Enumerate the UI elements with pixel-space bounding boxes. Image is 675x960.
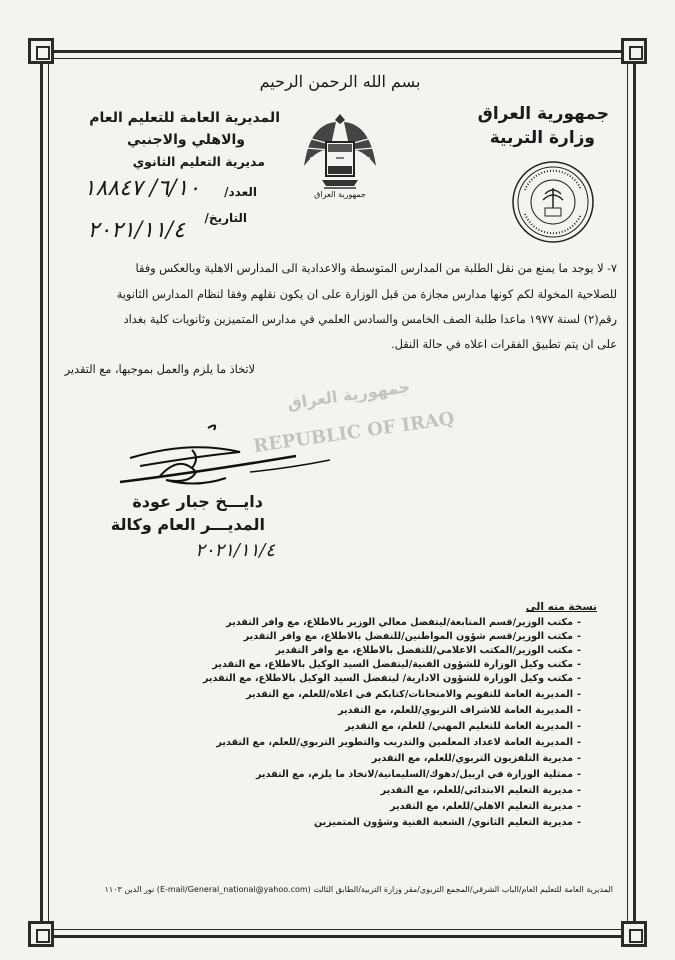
stamp-text-arabic: جمهورية العراق — [286, 376, 412, 413]
border-corner-bottom-right — [621, 921, 647, 947]
body-line-4: على ان يتم تطبيق الفقرات اعلاه في حالة النقل. — [391, 338, 617, 351]
date-label: التاريخ/ — [204, 211, 247, 225]
ministry-seal-icon — [511, 160, 595, 244]
border-corner-top-right — [621, 38, 647, 64]
cc-item: -المديرية العامة للتقويم والامتحانات/كتابكم في اعلاه/للعلم، مع التقدير — [246, 689, 581, 700]
header-directorate-general-2: والاهلي والاجنبي — [127, 132, 245, 148]
header-ministry: وزارة التربية — [489, 128, 595, 148]
cc-item: -المديرية العامة لاعداد المعلمين والتدريب والتطوير التربوي/للعلم، مع التقدير — [216, 737, 581, 748]
footer-address: المديرية العامة للتعليم العام/الباب الشرقي/المجمع التربوي/مقر وزارة التربية/الطابق الثالث (E-mail/General_national@yahoo.com) نور الدين ١١٠٣ — [104, 885, 613, 894]
header-directorate: مديرية التعليم الثانوي — [132, 154, 265, 169]
cc-item: -مكتب وكيل الوزارة للشؤون الادارية/ ليتفضل السيد الوكيل بالاطلاع، مع التقدير — [202, 673, 581, 684]
date-value: ٢٠٢١/١١/٤ — [87, 218, 185, 243]
cc-item: -ممثلية الوزارة في اربيل/دهوك/السليمانية/لاتخاذ ما يلزم، مع التقدير — [255, 769, 581, 780]
cc-item: -مديرية التعليم الثانوي/ الشعبة الفنية وشؤون المتميزين — [313, 817, 581, 828]
cc-item: -مكتب الوزير/قسم شؤون المواطنين/للتفضل بالاطلاع، مع وافر التقدير — [243, 631, 581, 642]
body-line-1: ٧- لا يوجد ما يمنع من نقل الطلبة من المدارس المتوسطة والاعدادية الى المدارس الاهلية وبالعكس وفقا — [135, 262, 617, 275]
header-directorate-general: المديرية العامة للتعليم العام — [89, 110, 280, 126]
header-country: جمهورية العراق — [477, 104, 609, 124]
body-closing: لاتخاذ ما يلزم والعمل بموجبها، مع التقدير — [64, 363, 255, 376]
cc-item: -المديرية العامة للتعليم المهني/ للعلم، مع التقدير — [345, 721, 581, 732]
cc-item: -مديرية التعليم الابتدائي/للعلم، مع التقدير — [380, 785, 581, 796]
body-line-2: للصلاحية المخولة لكم كونها مدارس مجازة من قبل الوزارة على ان يكون نقلهم وفقا لنظام المدارس الثانوية — [116, 288, 617, 301]
cc-item: -مكتب الوزير/قسم المتابعة/ليتفضل معالي الوزير بالاطلاع، مع وافر التقدير — [226, 617, 581, 628]
signatory-name: دايـــخ جبار عودة — [132, 492, 263, 511]
border-corner-top-left — [28, 38, 54, 64]
stamp-text-english: REPUBLIC OF IRAQ — [252, 408, 456, 458]
border-corner-bottom-left — [28, 921, 54, 947]
number-label: العدد/ — [224, 185, 257, 199]
number-value: ٦/١٠/ ١٨٨٤٧ — [83, 176, 200, 201]
cc-item: -مديرية التلفزيون التربوي/للعلم، مع التقدير — [371, 753, 581, 764]
cc-item: -مكتب الوزير/المكتب الاعلامي/للتفضل بالاطلاع، مع وافر التقدير — [275, 645, 581, 656]
cc-item: -مكتب وكيل الوزارة للشؤون الفنية/ليتفضل السيد الوكيل بالاطلاع، مع التقدير — [212, 659, 581, 670]
basmala: بسم الله الرحمن الرحيم — [259, 72, 421, 91]
signatory-title: المديـــر العام وكالة — [110, 515, 265, 534]
cc-item: -المديرية العامة للاشراف التربوي/للعلم، مع التقدير — [338, 705, 581, 716]
cc-title: نسخة منه الى — [525, 601, 597, 613]
cc-item: -مديرية التعليم الاهلي/للعلم، مع التقدير — [390, 801, 581, 812]
emblem-label: جمهورية العراق — [314, 190, 366, 199]
signature-date: ٢٠٢١/١١/٤ — [195, 540, 275, 561]
body-line-3: رقم(٢) لسنة ١٩٧٧ ماعدا طلبة الصف الخامس والسادس العلمي في مدارس المتميزين وثانويات كلية بغداد — [123, 313, 617, 326]
